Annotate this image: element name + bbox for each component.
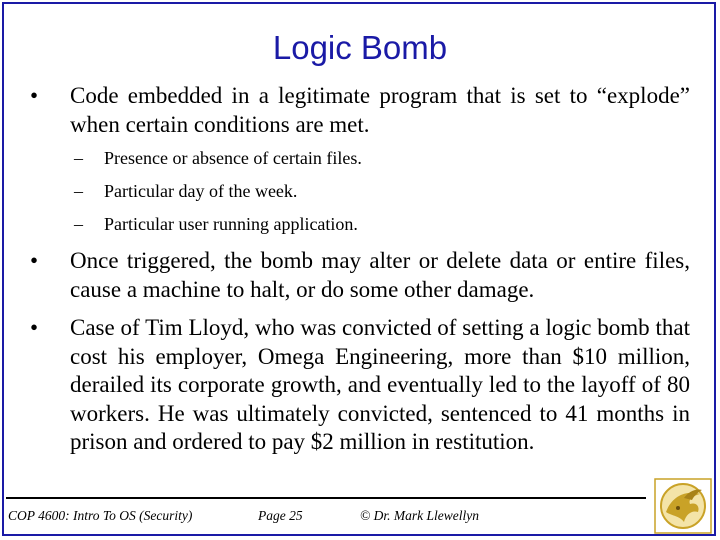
footer-author: © Dr. Mark Llewellyn [360, 508, 479, 523]
bullet-text: Case of Tim Lloyd, who was convicted of setting a logic bomb that cost his employer, Omega Engineering, more than $10 million, derailed its corporate growth, and eventually led to the layoff of 80 workers. He was ultimately convicted, sentenced to 41 months in prison and ordered to pay $2 million in restitution. [70, 315, 690, 454]
bullet-marker: • [30, 83, 39, 108]
pegasus-logo-icon [654, 478, 712, 534]
bullet-text: Code embedded in a legitimate program that is set to “explode” when certain conditions are met. [70, 83, 690, 137]
sub-bullet-item [30, 147, 690, 169]
bullet-marker: • [30, 248, 39, 273]
slide-title: Logic Bomb [272, 29, 448, 66]
bullet-item [30, 247, 690, 304]
slide-body [30, 82, 690, 457]
sub-bullet-item [30, 213, 690, 235]
sub-bullet-marker: – [74, 148, 83, 168]
sub-bullet-text: Particular user running application. [104, 214, 358, 234]
sub-bullet-item [30, 180, 690, 202]
bullet-text: Once triggered, the bomb may alter or delete data or entire files, cause a machine to halt, or do some other damage. [70, 248, 690, 302]
sub-bullet-text: Presence or absence of certain files. [104, 148, 362, 168]
sub-bullet-marker: – [74, 214, 83, 234]
sub-bullet-marker: – [74, 181, 83, 201]
bullet-marker: • [30, 315, 39, 340]
footer-divider [6, 497, 646, 499]
sub-bullet-text: Particular day of the week. [104, 181, 298, 201]
bullet-item [30, 82, 690, 139]
footer-page-number: Page 25 [258, 508, 303, 523]
bullet-item [30, 314, 690, 457]
footer-course: COP 4600: Intro To OS (Security) [8, 508, 193, 523]
